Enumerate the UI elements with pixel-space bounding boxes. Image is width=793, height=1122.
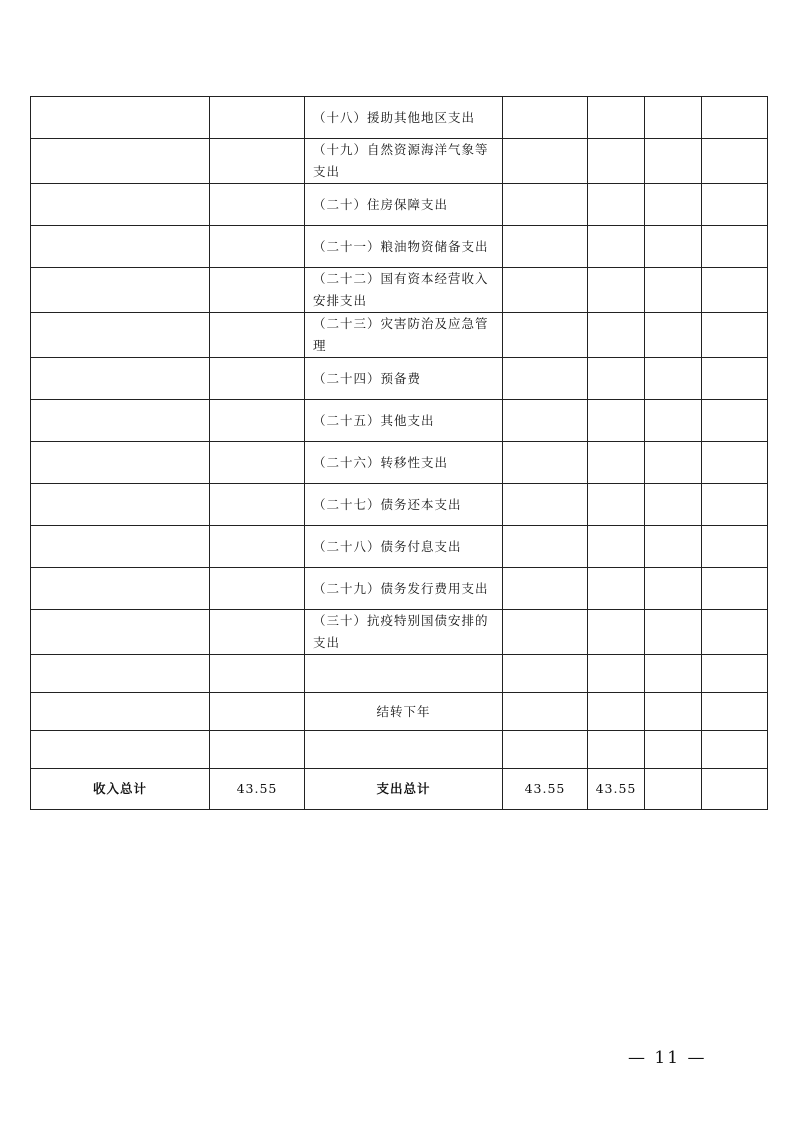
empty-cell	[503, 693, 588, 731]
expenditure-item-label: （二十七）债务还本支出	[305, 484, 503, 526]
empty-cell	[702, 731, 768, 769]
table-row	[31, 526, 768, 568]
amount-cell	[645, 268, 702, 313]
expenditure-item-label: （二十五）其他支出	[305, 400, 503, 442]
expenditure-item-label: （二十六）转移性支出	[305, 442, 503, 484]
amount-cell	[645, 184, 702, 226]
amount-cell	[588, 400, 645, 442]
income-item-cell	[31, 139, 210, 184]
amount-cell	[503, 313, 588, 358]
carryover-row	[31, 693, 768, 731]
empty-cell	[31, 655, 210, 693]
amount-cell	[588, 226, 645, 268]
amount-cell	[702, 358, 768, 400]
income-amount-cell	[210, 313, 305, 358]
table-row	[31, 139, 768, 184]
amount-cell	[702, 97, 768, 139]
income-amount-cell	[210, 226, 305, 268]
income-item-cell	[31, 400, 210, 442]
amount-cell	[645, 358, 702, 400]
expenditure-item-label: （二十四）预备费	[305, 358, 503, 400]
expenditure-item-label: （二十九）债务发行费用支出	[305, 568, 503, 610]
amount-cell	[702, 184, 768, 226]
totals-row	[31, 769, 768, 810]
empty-cell	[645, 655, 702, 693]
amount-cell	[702, 484, 768, 526]
income-item-cell	[31, 568, 210, 610]
amount-cell	[503, 400, 588, 442]
empty-cell	[210, 693, 305, 731]
expense-total-label: 支出总计	[305, 769, 503, 810]
expenditure-item-label: （二十二）国有资本经营收入安排支出	[305, 268, 503, 313]
expense-total-value: 43.55	[503, 769, 588, 810]
income-amount-cell	[210, 610, 305, 655]
income-total-value: 43.55	[210, 769, 305, 810]
income-amount-cell	[210, 526, 305, 568]
income-amount-cell	[210, 442, 305, 484]
amount-cell	[503, 526, 588, 568]
empty-cell	[503, 731, 588, 769]
amount-cell	[503, 97, 588, 139]
amount-cell	[503, 442, 588, 484]
table-row	[31, 313, 768, 358]
table-row-empty	[31, 655, 768, 693]
amount-cell	[702, 610, 768, 655]
table-row	[31, 400, 768, 442]
income-item-cell	[31, 313, 210, 358]
amount-cell	[645, 442, 702, 484]
amount-cell	[588, 610, 645, 655]
table-row	[31, 484, 768, 526]
income-item-cell	[31, 358, 210, 400]
table-row	[31, 226, 768, 268]
empty-cell	[588, 693, 645, 731]
amount-cell	[588, 526, 645, 568]
income-amount-cell	[210, 484, 305, 526]
amount-cell	[645, 610, 702, 655]
amount-cell	[588, 139, 645, 184]
income-item-cell	[31, 442, 210, 484]
empty-cell	[702, 693, 768, 731]
amount-cell	[702, 268, 768, 313]
amount-cell	[588, 484, 645, 526]
amount-cell	[588, 568, 645, 610]
amount-cell	[702, 568, 768, 610]
amount-cell	[588, 442, 645, 484]
amount-cell	[503, 568, 588, 610]
empty-cell	[210, 655, 305, 693]
income-item-cell	[31, 226, 210, 268]
expenditure-item-label: （二十）住房保障支出	[305, 184, 503, 226]
amount-cell	[645, 484, 702, 526]
amount-cell	[503, 358, 588, 400]
table-row	[31, 97, 768, 139]
amount-cell	[588, 184, 645, 226]
amount-cell	[503, 184, 588, 226]
empty-cell	[702, 769, 768, 810]
amount-cell	[645, 97, 702, 139]
amount-cell	[503, 610, 588, 655]
amount-cell	[503, 139, 588, 184]
income-amount-cell	[210, 358, 305, 400]
amount-cell	[702, 226, 768, 268]
amount-cell	[503, 484, 588, 526]
income-item-cell	[31, 526, 210, 568]
table-row-empty	[31, 731, 768, 769]
table-row	[31, 568, 768, 610]
amount-cell	[702, 442, 768, 484]
amount-cell	[588, 268, 645, 313]
amount-cell	[702, 313, 768, 358]
empty-cell	[588, 655, 645, 693]
expense-total-value-secondary: 43.55	[588, 769, 645, 810]
income-amount-cell	[210, 400, 305, 442]
table-row	[31, 268, 768, 313]
expenditure-item-label: （二十八）债务付息支出	[305, 526, 503, 568]
amount-cell	[588, 313, 645, 358]
amount-cell	[645, 313, 702, 358]
table-row	[31, 184, 768, 226]
income-amount-cell	[210, 97, 305, 139]
amount-cell	[503, 226, 588, 268]
amount-cell	[645, 568, 702, 610]
empty-cell	[305, 655, 503, 693]
page-number: — 11 —	[628, 1048, 707, 1068]
income-amount-cell	[210, 568, 305, 610]
amount-cell	[645, 139, 702, 184]
amount-cell	[645, 526, 702, 568]
table-row	[31, 610, 768, 655]
income-item-cell	[31, 610, 210, 655]
income-item-cell	[31, 97, 210, 139]
empty-cell	[210, 731, 305, 769]
amount-cell	[588, 97, 645, 139]
empty-cell	[31, 693, 210, 731]
expenditure-item-label: （十八）援助其他地区支出	[305, 97, 503, 139]
expenditure-item-label: （二十三）灾害防治及应急管理	[305, 313, 503, 358]
income-total-label: 收入总计	[31, 769, 210, 810]
table-row	[31, 358, 768, 400]
income-item-cell	[31, 184, 210, 226]
income-amount-cell	[210, 139, 305, 184]
expenditure-item-label: （十九）自然资源海洋气象等支出	[305, 139, 503, 184]
amount-cell	[702, 139, 768, 184]
amount-cell	[645, 400, 702, 442]
empty-cell	[645, 769, 702, 810]
income-amount-cell	[210, 268, 305, 313]
expenditure-item-label: （三十）抗疫特别国债安排的支出	[305, 610, 503, 655]
empty-cell	[645, 693, 702, 731]
empty-cell	[588, 731, 645, 769]
expenditure-item-label: （二十一）粮油物资储备支出	[305, 226, 503, 268]
empty-cell	[645, 731, 702, 769]
carryover-label: 结转下年	[305, 693, 503, 731]
amount-cell	[702, 400, 768, 442]
income-item-cell	[31, 484, 210, 526]
table-row	[31, 442, 768, 484]
empty-cell	[31, 731, 210, 769]
budget-table	[30, 96, 768, 810]
income-item-cell	[31, 268, 210, 313]
amount-cell	[645, 226, 702, 268]
amount-cell	[503, 268, 588, 313]
income-amount-cell	[210, 184, 305, 226]
empty-cell	[702, 655, 768, 693]
amount-cell	[702, 526, 768, 568]
empty-cell	[503, 655, 588, 693]
amount-cell	[588, 358, 645, 400]
empty-cell	[305, 731, 503, 769]
